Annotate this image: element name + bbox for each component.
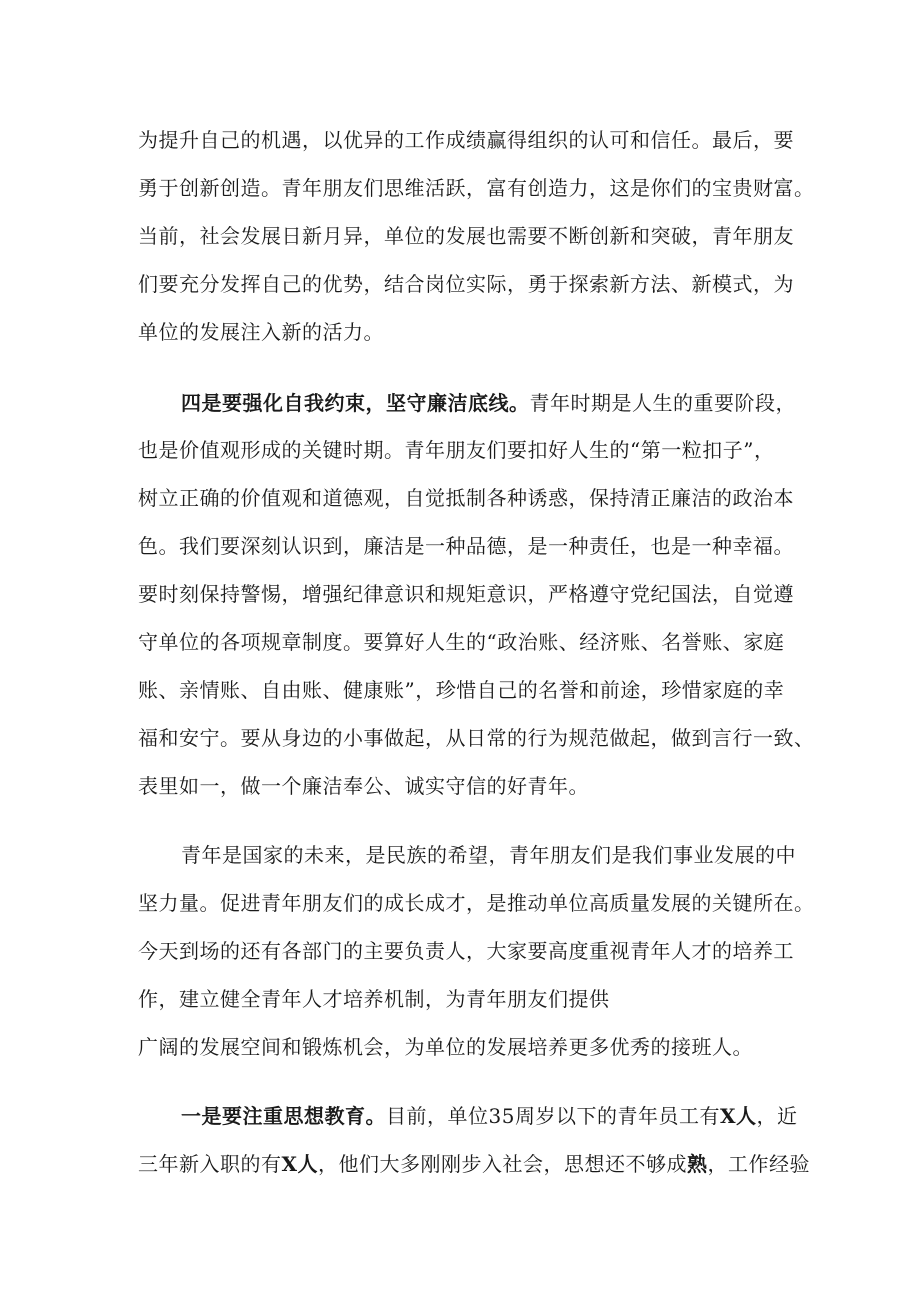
section-heading-one: 一是要注重思想教育。 bbox=[181, 1104, 386, 1128]
text-span: 广阔的发展空间和锻炼机会，为单位的发展培养更多优秀的接班人。 bbox=[138, 1035, 753, 1059]
paragraph-1-line-1 bbox=[138, 126, 794, 154]
text-span: 勇于创新创造。青年朋友们思维活跃，富有创造力，这是你们的宝贵财富。 bbox=[138, 176, 815, 200]
text-span: 坚力量。促进青年朋友们的成长成才，是推动单位高质量发展的关键所在。 bbox=[138, 891, 815, 915]
text-span: 们要充分发挥自己的优势，结合岗位实际，勇于探索新方法、新模式，为 bbox=[138, 272, 794, 296]
text-span: 也是价值观形成的关键时期。青年朋友们要扣好人生的“第一粒扣子”， bbox=[138, 438, 775, 462]
paragraph-2-line-2 bbox=[138, 436, 774, 464]
text-span: 守单位的各项规章制度。要算好人生的“政治账、经济账、名誉账、家庭 bbox=[138, 630, 785, 654]
text-span: 今天到场的还有各部门的主要负责人，大家要高度重视青年人才的培养工 bbox=[138, 939, 794, 963]
text-span: 色。我们要深刻认识到，廉洁是一种品德，是一种责任，也是一种幸福。 bbox=[138, 534, 794, 558]
text-span: ，他们大多刚刚步入社会，思想还不够成 bbox=[318, 1152, 688, 1176]
paragraph-2-line-9 bbox=[138, 772, 589, 800]
text-span: 青年时期是人生的重要阶段， bbox=[529, 391, 796, 415]
paragraph-2-line-7 bbox=[138, 676, 784, 704]
text-span: 为提升自己的机遇，以优异的工作成绩赢得组织的认可和信任。最后，要 bbox=[138, 128, 794, 152]
emphasis-char: 熟 bbox=[687, 1152, 708, 1176]
text-span: 账、亲情账、自由账、健康账”，珍惜自己的名誉和前途，珍惜家庭的幸 bbox=[138, 678, 785, 702]
text-span: ，近 bbox=[756, 1104, 798, 1128]
text-span: ，工作经验 bbox=[707, 1152, 811, 1176]
text-span: 要时刻保持警惕，增强纪律意识和规矩意识，严格遵守党纪国法，自觉遵 bbox=[138, 582, 794, 606]
paragraph-4-line-2 bbox=[138, 1150, 810, 1178]
paragraph-1-line-4 bbox=[138, 270, 794, 298]
paragraph-1-line-3 bbox=[138, 222, 794, 250]
text-span: 当前，社会发展日新月异，单位的发展也需要不断创新和突破，青年朋友 bbox=[138, 224, 794, 248]
text-span: 单位的发展注入新的活力。 bbox=[138, 320, 384, 344]
paragraph-3-line-1 bbox=[181, 841, 796, 869]
paragraph-2-line-6 bbox=[138, 628, 784, 656]
paragraph-3-line-5 bbox=[138, 1033, 753, 1061]
placeholder-count: X人 bbox=[719, 1104, 757, 1128]
text-span: 福和安宁。要从身边的小事做起，从日常的行为规范做起，做到言行一致、 bbox=[138, 726, 815, 750]
paragraph-2-line-1 bbox=[181, 389, 796, 417]
text-span: 青年是国家的未来，是民族的希望，青年朋友们是我们事业发展的中 bbox=[181, 843, 796, 867]
paragraph-3-line-4 bbox=[138, 985, 610, 1013]
paragraph-2-line-4 bbox=[138, 532, 794, 560]
paragraph-1-line-5 bbox=[138, 318, 384, 346]
text-span: 三年新入职的有 bbox=[138, 1152, 282, 1176]
paragraph-1-line-2 bbox=[138, 174, 815, 202]
paragraph-2-line-3 bbox=[138, 484, 794, 512]
section-heading-four: 四是要强化自我约束，坚守廉洁底线。 bbox=[181, 391, 530, 415]
paragraph-4-line-1 bbox=[181, 1102, 797, 1130]
paragraph-2-line-8 bbox=[138, 724, 815, 752]
paragraph-3-line-3 bbox=[138, 937, 794, 965]
paragraph-3-line-2 bbox=[138, 889, 815, 917]
text-span: 树立正确的价值观和道德观，自觉抵制各种诱惑，保持清正廉洁的政治本 bbox=[138, 486, 794, 510]
paragraph-2-line-5 bbox=[138, 580, 794, 608]
text-span: 表里如一，做一个廉洁奉公、诚实守信的好青年。 bbox=[138, 774, 589, 798]
placeholder-count: X人 bbox=[281, 1152, 319, 1176]
text-span: 作，建立健全青年人才培养机制，为青年朋友们提供 bbox=[138, 987, 610, 1011]
text-span: 目前，单位35周岁以下的青年员工有 bbox=[386, 1104, 720, 1128]
